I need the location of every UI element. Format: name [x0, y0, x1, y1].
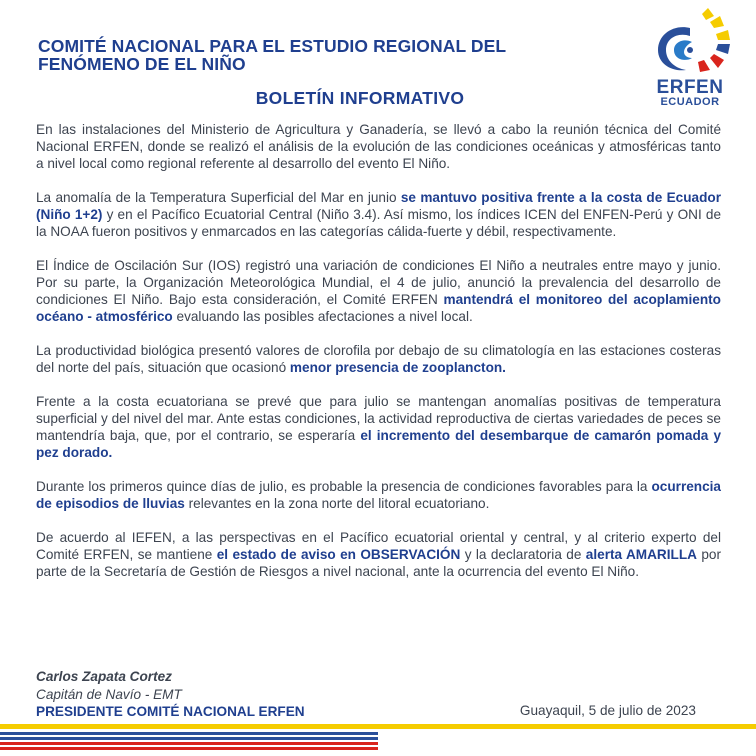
paragraph-highlight: se mantuvo positiva frente a la costa de Ecuador (Niño 1+2) — [36, 190, 721, 222]
signature-block — [36, 668, 366, 721]
paragraph-text: evaluando las posibles afectaciones a nivel local. — [172, 309, 473, 324]
committee-title-line1: COMITÉ NACIONAL PARA EL ESTUDIO REGIONAL DEL — [38, 36, 507, 56]
place-date: Guayaquil, 5 de julio de 2023 — [519, 703, 696, 718]
signatory-role: PRESIDENTE COMITÉ NACIONAL ERFEN — [36, 704, 305, 719]
paragraph-4 — [36, 342, 721, 376]
logo-text-sub: ECUADOR — [660, 96, 720, 108]
paragraph-3 — [36, 257, 721, 325]
paragraph-5 — [36, 393, 721, 461]
paragraph-highlight: menor presencia de zooplancton. — [289, 360, 506, 375]
paragraph-text: Frente a la costa ecuatoriana se prevé que para julio se mantengan anomalías positivas de temperatura superficial y del nivel del mar. Ante estas condiciones, la actividad reproductiva de ciertas variedades de peces se mantendría baja, que, por el contrario, se esperaría — [36, 394, 721, 443]
paragraph-highlight: mantendrá el monitoreo del acoplamiento océano - atmosférico — [36, 292, 721, 324]
paragraph-1 — [36, 121, 721, 172]
bulletin-title: BOLETÍN INFORMATIVO — [255, 88, 465, 108]
paragraph-6 — [36, 478, 721, 512]
paragraph-7 — [36, 529, 721, 580]
paragraph-highlight: ocurrencia de episodios de lluvias — [36, 479, 721, 511]
bulletin-body — [36, 121, 721, 597]
committee-title-line2: FENÓMENO DE EL NIÑO — [38, 54, 246, 74]
flag-stripes-footer — [0, 724, 756, 756]
paragraph-text: Durante los primeros quince días de julio, es probable la presencia de condiciones favorables para la — [36, 479, 652, 494]
logo-text-main: ERFEN — [656, 77, 724, 98]
signatory-name: Carlos Zapata Cortez — [36, 669, 172, 684]
paragraph-highlight: alerta AMARILLA — [585, 547, 697, 562]
red-stripe — [0, 747, 378, 750]
paragraph-text: La productividad biológica presentó valores de clorofila por debajo de su climatología en las estaciones costeras del norte del país, situación que ocasionó — [36, 343, 721, 375]
erfen-sun-wave-icon — [644, 6, 736, 78]
paragraph-text: y la declaratoria de — [460, 547, 586, 562]
yellow-stripe — [0, 724, 756, 729]
committee-title — [38, 37, 598, 73]
signatory-rank: Capitán de Navío - EMT — [36, 686, 182, 702]
paragraph-text: La anomalía de la Temperatura Superficial del Mar en junio — [36, 190, 401, 205]
paragraph-text: relevantes en la zona norte del litoral ecuatoriano. — [184, 496, 490, 511]
paragraph-2 — [36, 189, 721, 240]
paragraph-text: De acuerdo al IEFEN, a las perspectivas en el Pacífico ecuatorial oriental y central, y al criterio experto del Comité ERFEN, se mantiene — [36, 530, 721, 562]
paragraph-highlight: el incremento del desembarque de camarón pomada y pez dorado. — [36, 428, 721, 460]
blue-stripe — [0, 732, 378, 735]
red-stripe — [0, 742, 378, 745]
paragraph-highlight: el estado de aviso en OBSERVACIÓN — [216, 547, 461, 562]
paragraph-text: y en el Pacífico Ecuatorial Central (Niño 3.4). Así mismo, los índices ICEN del ENFEN-Perú y ONI de la NOAA fueron positivos y enmarcados en las categorías cálida-fuerte y débil, respectivamente. — [36, 207, 721, 239]
paragraph-text: El Índice de Oscilación Sur (IOS) registró una variación de condiciones El Niño a neutrales entre mayo y junio. Por su parte, la Organización Meteorológica Mundial, el 4 de julio, anunció la prevalencia del desarrollo de condiciones El Niño. Bajo esta consideración, el Comité ERFEN — [36, 258, 721, 307]
paragraph-text: En las instalaciones del Ministerio de Agricultura y Ganadería, se llevó a cabo la reunión técnica del Comité Nacional ERFEN, donde se realizó el análisis de la evolución de las condiciones oceánicas y atmosféricas tanto a nivel local como regional referente al desarrollo del evento El Niño. — [36, 122, 721, 171]
blue-stripe — [0, 737, 378, 740]
paragraph-text: por parte de la Secretaría de Gestión de Riesgos a nivel nacional, ante la ocurrencia del evento El Niño. — [36, 547, 721, 579]
